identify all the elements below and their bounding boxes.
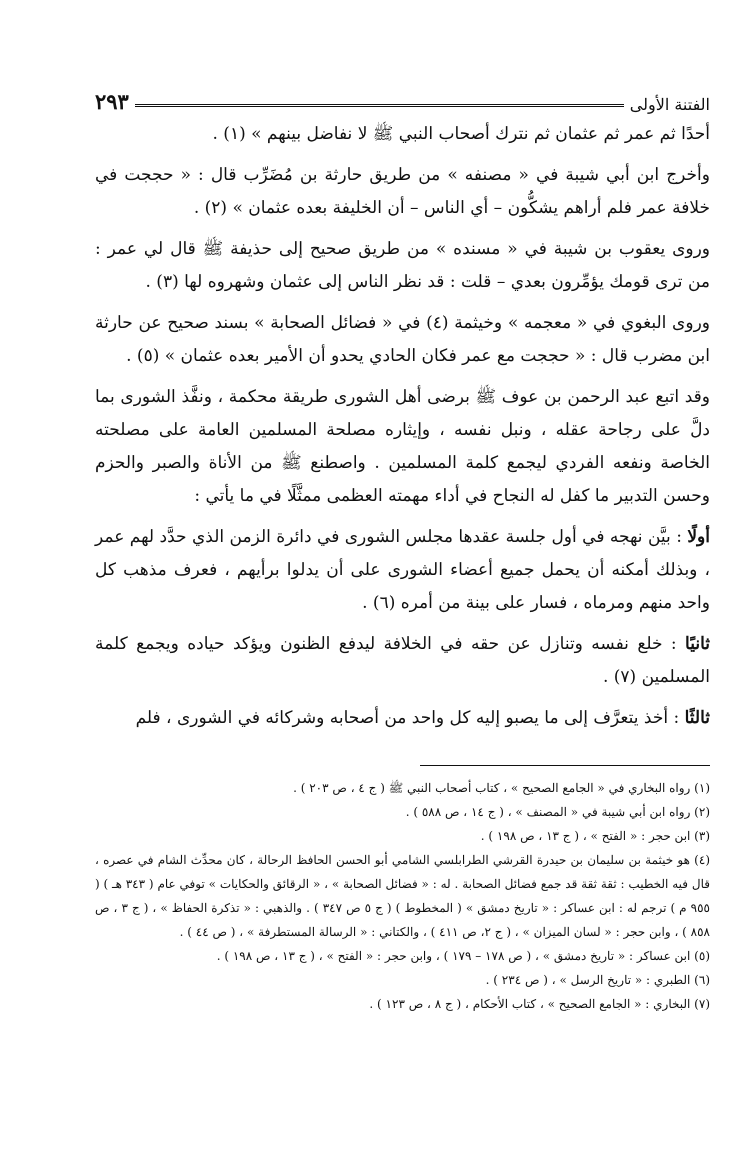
enumeration-lead: أولًا (687, 527, 710, 547)
main-text (95, 118, 710, 735)
paragraph: ثانيًا : خلع نفسه وتنازل عن حقه في الخلافة ليدفع الظنون ويؤكد حياده ويجمع كلمة المسلمين (٧) . (95, 634, 710, 687)
footnote: (٦) الطبري : « تاريخ الرسل » ، ( ص ٢٣٤ ) . (485, 973, 710, 987)
footnote: (٤) هو خيثمة بن سليمان بن حيدرة القرشي الطرابلسي الشامي أبو الحسن الحافظ الرحالة ، كان محدِّث الشام في عصره ، قال فيه الخطيب : ثقة ثقة قد جمع فضائل الصحابة . له : « فضائل الصحابة » ، « الرقائق والحكايات » توفي عام ( ٣٤٣ هـ ) ( ٩٥٥ م ) ترجم له : ابن عساكر : « تاريخ دمشق » ( المخطوط ) ( ج ٥ ص ٣٤٧ ) . والذهبي : « تذكرة الحفاظ » ، ( ج ٣ ، ص ٨٥٨ ) ، وابن حجر : « لسان الميزان » ، ( ج ٢، ص ٤١١ ) ، والكتاني : « الرسالة المستطرفة » ، ( ص ٤٤ ) . (95, 853, 710, 939)
chapter-title: الفتنة الأولى (629, 95, 710, 114)
page-number: ٢٩٣ (95, 89, 129, 114)
paragraph: وقد اتبع عبد الرحمن بن عوف ﷺ برضى أهل الشورى طريقة محكمة ، ونفَّذ الشورى بما دلَّ على رجاحة عقله ، ونبل نفسه ، وإيثاره مصلحة المسلمين العامة على مصلحته الخاصة ونفعه الفردي ليجمع كلمة المسلمين . واصطنع ﷺ من الأناة والصبر والحزم وحسن التدبير ما كفل له النجاح في أداء مهمته العظمى ممثَّلًا في ما يأتي : (95, 387, 710, 506)
footnote-separator (420, 765, 710, 766)
paragraph: وأخرج ابن أبي شيبة في « مصنفه » من طريق حارثة بن مُضَرِّب قال : « حججت في خلافة عمر فلم أراهم يشكُّون – أي الناس – أن الخليفة بعده عثمان » (٢) . (95, 165, 710, 218)
paragraph: وروى البغوي في « معجمه » وخيثمة (٤) في « فضائل الصحابة » بسند صحيح عن حارثة ابن مضرب قال : « حججت مع عمر فكان الحادي يحدو أن الأمير بعده عثمان » (٥) . (95, 313, 710, 366)
header-rule (135, 104, 624, 107)
enumeration-lead: ثالثًا (684, 708, 710, 728)
footnote: (٧) البخاري : « الجامع الصحيح » ، كتاب الأحكام ، ( ج ٨ ، ص ١٢٣ ) . (369, 997, 710, 1011)
enumeration-lead: ثانيًا (685, 634, 710, 654)
footnote: (٣) ابن حجر : « الفتح » ، ( ج ١٣ ، ص ١٩٨ ) . (480, 829, 710, 843)
footnote: (٢) رواه ابن أبي شيبة في « المصنف » ، ( ج ١٤ ، ص ٥٨٨ ) . (405, 805, 710, 819)
paragraph: ثالثًا : أخذ يتعرَّف إلى ما يصبو إليه كل واحد من أصحابه وشركائه في الشورى ، فلم (135, 708, 710, 728)
footnotes (95, 776, 710, 1016)
book-page (95, 80, 710, 1016)
footnote: (٥) ابن عساكر : « تاريخ دمشق » ، ( ص ١٧٨ – ١٧٩ ) ، وابن حجر : « الفتح » ، ( ج ١٣ ، ص ١٩٨ ) . (216, 949, 710, 963)
paragraph: أولًا : بيَّن نهجه في أول جلسة عقدها مجلس الشورى في دائرة الزمن الذي حدَّد لهم عمر ، وبذلك أمكنه أن يحمل جميع أعضاء الشورى على أن يدلوا برأيهم ، فعرف مذهب كل واحد منهم ومرماه ، فسار على بينة من أمره (٦) . (95, 527, 710, 613)
paragraph: وروى يعقوب بن شيبة في « مسنده » من طريق صحيح إلى حذيفة ﷺ قال لي عمر : من ترى قومك يؤمِّرون بعدي – قلت : قد نظر الناس إلى عثمان وشهروه لها (٣) . (95, 239, 710, 292)
paragraph: أحدًا ثم عمر ثم عثمان ثم نترك أصحاب النبي ﷺ لا نفاضل بينهم » (١) . (212, 124, 710, 144)
running-header (95, 80, 710, 114)
footnote: (١) رواه البخاري في « الجامع الصحيح » ، كتاب أصحاب النبي ﷺ ( ج ٤ ، ص ٢٠٣ ) . (293, 781, 710, 795)
